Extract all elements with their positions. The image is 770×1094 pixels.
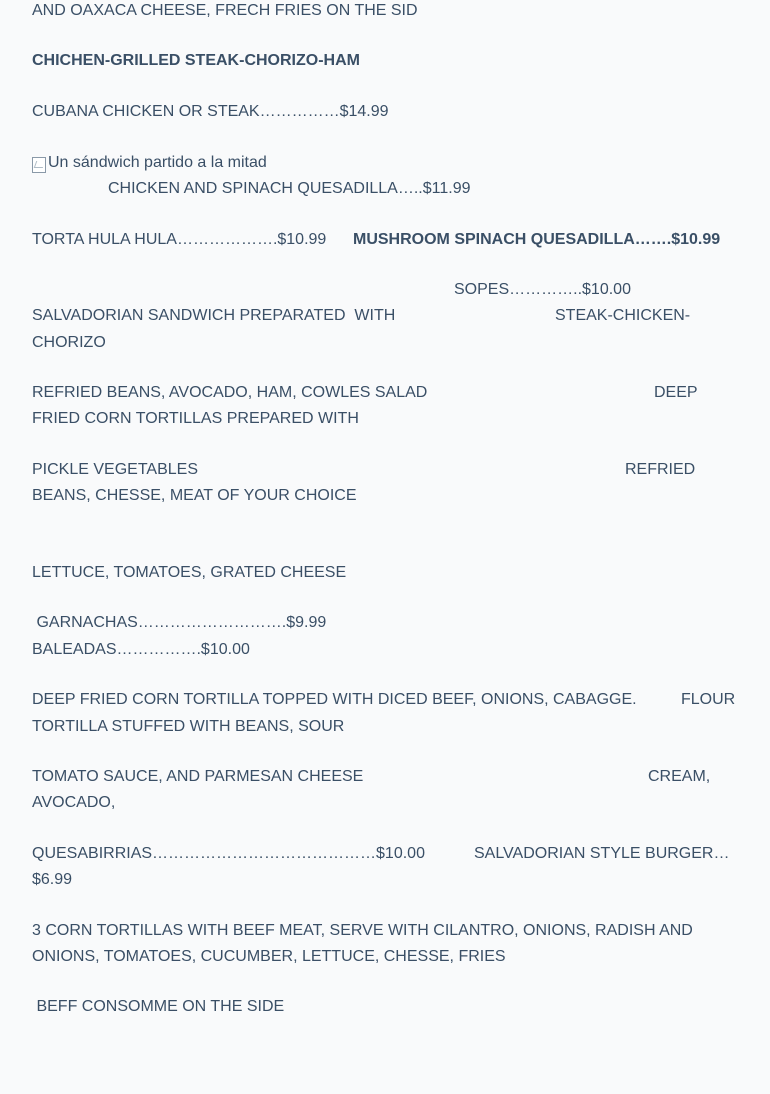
menu-item-chicken-spinach-quesadilla: CHICKEN AND SPINACH QUESADILLA…..$11.99 bbox=[108, 180, 471, 197]
menu-line: REFRIED bbox=[625, 461, 696, 478]
menu-line: PICKLE VEGETABLES bbox=[32, 461, 198, 478]
menu-line: LETTUCE, TOMATOES, GRATED CHEESE bbox=[32, 564, 347, 581]
menu-line: CHORIZO bbox=[32, 334, 106, 351]
menu-line: CREAM, bbox=[648, 768, 711, 785]
menu-line: STEAK-CHICKEN- bbox=[555, 307, 691, 324]
menu-item-salvadorian-burger: SALVADORIAN STYLE BURGER… bbox=[474, 845, 730, 862]
menu-line: FLOUR bbox=[681, 691, 736, 708]
menu-line: SALVADORIAN SANDWICH PREPARATED WITH bbox=[32, 307, 396, 324]
menu-line: REFRIED BEANS, AVOCADO, HAM, COWLES SALAD bbox=[32, 384, 428, 401]
menu-line: $6.99 bbox=[32, 871, 73, 888]
menu-line: AND OAXACA CHEESE, FRECH FRIES ON THE SID bbox=[32, 2, 418, 19]
menu-item-torta-hula-hula: TORTA HULA HULA……………….$10.99 bbox=[32, 231, 327, 248]
menu-line: TORTILLA STUFFED WITH BEANS, SOUR bbox=[32, 718, 345, 735]
menu-line: BEFF CONSOMME ON THE SIDE bbox=[32, 998, 285, 1015]
menu-line: TOMATO SAUCE, AND PARMESAN CHEESE bbox=[32, 768, 364, 785]
menu-item-garnachas: GARNACHAS……………………….$9.99 bbox=[32, 614, 327, 631]
menu-line: BEANS, CHESSE, MEAT OF YOUR CHOICE bbox=[32, 487, 357, 504]
menu-item-baleadas: BALEADAS…………….$10.00 bbox=[32, 641, 250, 658]
menu-line: DEEP bbox=[654, 384, 698, 401]
broken-image-icon bbox=[32, 157, 46, 173]
menu-line: FRIED CORN TORTILLAS PREPARED WITH bbox=[32, 410, 359, 427]
menu-line: DEEP FRIED CORN TORTILLA TOPPED WITH DICED BEEF, ONIONS, CABAGGE. bbox=[32, 691, 637, 708]
menu-item-quesabirrias: QUESABIRRIAS……………………………………$10.00 bbox=[32, 845, 425, 862]
menu-section-heading: CHICHEN-GRILLED STEAK-CHORIZO-HAM bbox=[32, 52, 360, 69]
menu-item-cubana: CUBANA CHICKEN OR STEAK……………$14.99 bbox=[32, 103, 389, 120]
menu-item-sopes: SOPES…………..$10.00 bbox=[454, 281, 631, 298]
menu-line: AVOCADO, bbox=[32, 794, 116, 811]
sandwich-image-broken bbox=[32, 150, 267, 176]
menu-description: 3 CORN TORTILLAS WITH BEEF MEAT, SERVE WITH CILANTRO, ONIONS, RADISH AND ONIONS, TOMATOES, CUCUMBER, LETTUCE, CHESSE, FRIES bbox=[32, 922, 693, 965]
image-alt-text: Un sándwich partido a la mitad bbox=[48, 154, 267, 171]
menu-item-mushroom-spinach-quesadilla: MUSHROOM SPINACH QUESADILLA…….$10.99 bbox=[353, 231, 721, 248]
